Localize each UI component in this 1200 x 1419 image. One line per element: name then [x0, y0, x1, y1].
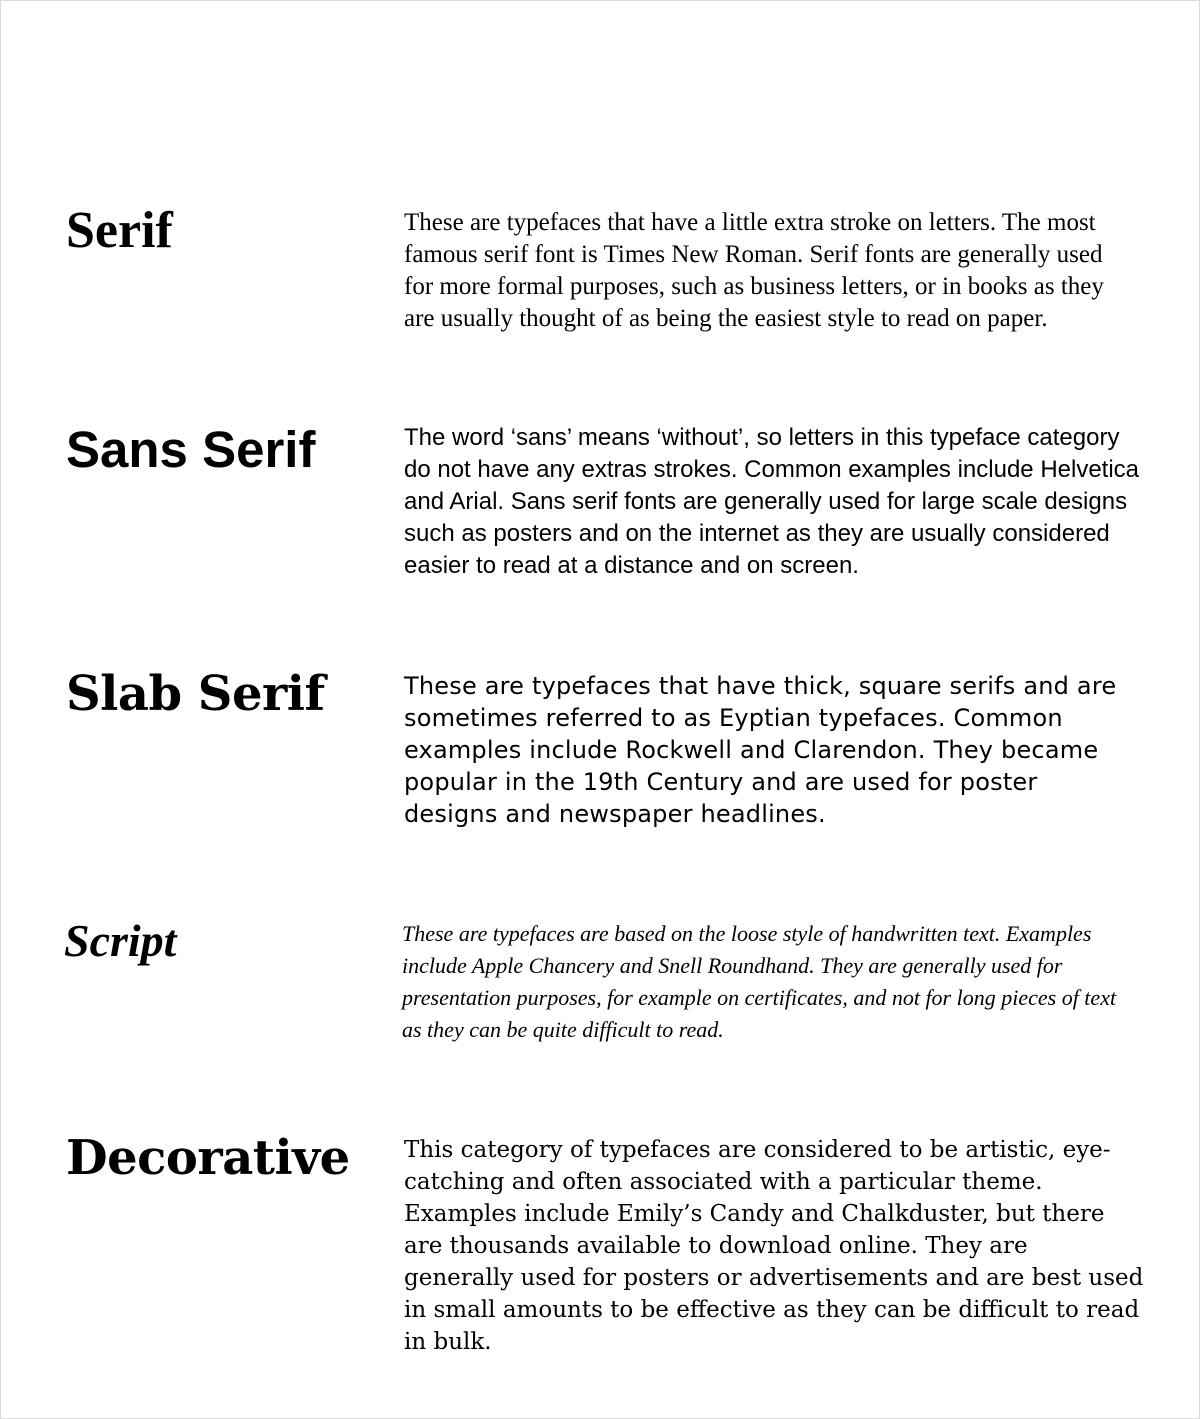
serif-description: These are typefaces that have a little extra stroke on letters. The most famous serif font is Times New Roman. Serif fonts are generally used for more formal purposes, such as business letters, or in books as they are usually thought of as being the easiest style to read on paper. [404, 209, 1104, 332]
slab-serif-heading: Slab Serif [66, 666, 325, 722]
slab-serif-description: These are typefaces that have thick, square serifs and are sometimes referred to as Eyptian typefaces. Common examples include Rockwell and Clarendon. They became popular in the 19th Century and are used for poster designs and newspaper headlines. [404, 672, 1117, 828]
decorative-heading: Decorative [66, 1130, 350, 1186]
sans-serif-description: The word ‘sans’ means ‘without’, so letters in this typeface category do not have any extras strokes. Common examples include Helvetica and Arial. Sans serif fonts are generally used for large scale designs such as posters and on the internet as they are usually considered easier to read at a distance and on screen. [404, 424, 1140, 579]
sans-serif-heading: Sans Serif [66, 421, 316, 478]
script-description: These are typefaces are based on the loose style of handwritten text. Examples include Apple Chancery and Snell Roundhand. They are generally used for presentation purposes, for example on certificates, and not for long pieces of text as they can be quite difficult to read. [402, 921, 1117, 1042]
script-heading: Script [64, 915, 177, 966]
serif-heading: Serif [66, 202, 173, 259]
decorative-description: This category of typefaces are considered to be artistic, eye-catching and often associated with a particular theme. Examples include Emily’s Candy and Chalkduster, but there are thousands available to download online. They are generally used for posters or advertisements and are best used in small amounts to be effective as they can be difficult to read in bulk. [404, 1137, 1144, 1355]
